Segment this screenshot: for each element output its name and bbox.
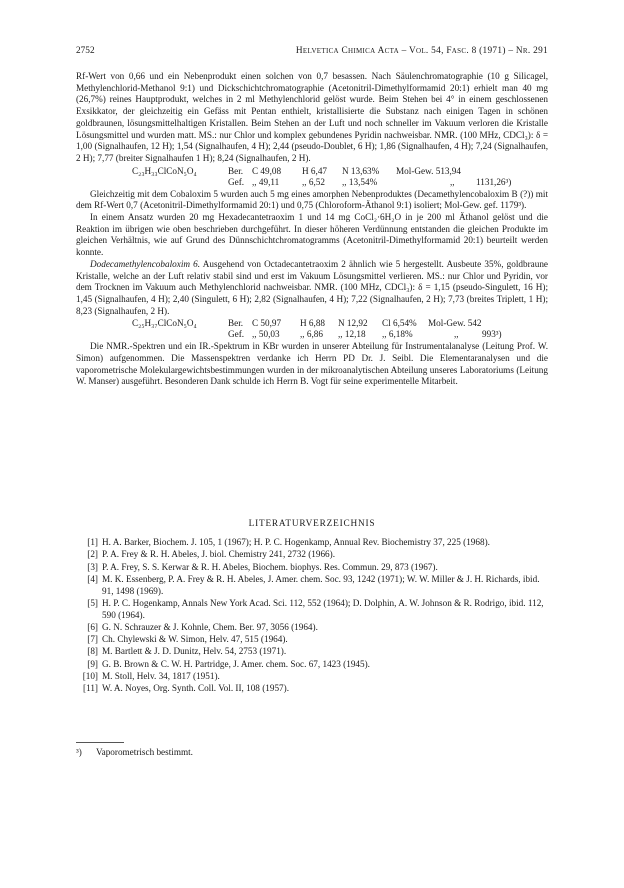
reference-item <box>76 683 548 695</box>
reference-number: [3] <box>87 561 98 572</box>
reference-item <box>76 622 548 634</box>
paragraph: Rf-Wert von 0,66 und ein Nebenprodukt einen solchen von 0,7 besassen. Nach Säulenchromatographie (10 g Silicagel, Methylenchlorid-Methanol 9:1) und Dickschichtchromatographie (Acetonitril-Dimethylformamid 20:1) erhielt man 40 mg (26,7%) reines Hauptprodukt, welches in 2 ml Methylenchlorid gelöst wurde. Beim Stehen bei 4° in einem geschlossenen Exsikkator, der gleichzeitig ein Gefäss mit Pentan enthielt, kristallisierte die Substanz nach einigen Tagen in schönen goldbraunen, lösungsmittelhaltigen Kristallen. Beim Stehen an der Luft und noch schneller im Vakuum verloren die Kristalle Lösungsmittel und wurden matt. MS.: nur Chlor und komplex gebundenes Pyridin nachweisbar. NMR. (100 MHz, CDCl₃): δ = 1,00 (Signalhaufen, 12 H); 1,54 (Signalhaufen, 4 H); 2,44 (pseudo-Doublet, 6 H); 1,86 (Signalhaufen, 4 H); 7,24 (Signalhaufen, 2 H); 7,77 (breiter Signalhaufen 1 H); 8,24 (Signalhaufen, 2 H). <box>76 71 548 163</box>
elemental-analysis-2 <box>76 317 548 341</box>
reference-number: [1] <box>87 537 98 547</box>
analysis-gef-label: Gef. <box>228 329 245 340</box>
analysis-ber-label: Ber. <box>228 318 244 329</box>
analysis-value: N 13,63% <box>342 165 380 176</box>
reference-number: [11] <box>83 683 98 694</box>
acknowledgement-paragraph: Die NMR.-Spektren und ein IR.-Spektrum in KBr wurden in unserer Abteilung für Instrumentalanalyse (Leitung Prof. W. Simon) aufgenommen. Die Massenspektren verdanke ich Herrn PD Dr. J. Seibl. Die Elementaranalysen und die vaporometrische Molekulargewichtsbestimmungen wurden in der mikroanalytischen Abteilung unseres Laboratoriums (Leitung W. Manser) ausgeführt. Besonderen Dank schulde ich Herrn B. Vogt für seine experimentelle Mitarbeit. <box>76 341 548 387</box>
footnote <box>76 747 548 759</box>
analysis-value: ,, 6,86 <box>300 329 323 340</box>
analysis-value: ,, <box>450 176 455 187</box>
article-body <box>76 71 548 388</box>
paragraph <box>76 259 548 318</box>
analysis-value: Mol-Gew. 542 <box>428 318 482 329</box>
analysis-value: 1131,26³) <box>476 176 512 187</box>
analysis-value: ,, 49,11 <box>252 176 280 187</box>
analysis-value: N 12,92 <box>338 318 368 329</box>
analysis-gef-label: Gef. <box>228 176 245 187</box>
page-header <box>76 46 548 58</box>
journal-title: Helvetica Chimica Acta – Vol. 54, Fasc. 8 (1971) – Nr. 291 <box>295 46 548 56</box>
reference-number: [9] <box>87 658 98 669</box>
analysis-value: Cl 6,54% <box>382 318 417 329</box>
reference-text: H. P. C. Hogenkamp, Annals New York Acad. Sci. 112, 552 (1964); D. Dolphin, A. W. Johnson & R. Rodrigo, ibid. 112, 590 (1964). <box>102 597 544 620</box>
reference-text: G. B. Brown & C. W. H. Partridge, J. Amer. chem. Soc. 67, 1423 (1945). <box>102 658 370 669</box>
reference-item <box>76 598 548 621</box>
reference-text: M. K. Essenberg, P. A. Frey & R. H. Abeles, J. Amer. chem. Soc. 93, 1242 (1971); W. W. Miller & J. H. Richards, ibid. 91, 1498 (1969). <box>102 573 540 596</box>
reference-item <box>76 659 548 671</box>
reference-item <box>76 646 548 658</box>
footnote-mark: ³) <box>76 747 82 757</box>
reference-number: [8] <box>87 646 98 657</box>
reference-number: [4] <box>87 573 98 584</box>
analysis-value: Mol-Gew. 513,94 <box>396 165 461 176</box>
footnote-divider <box>76 742 124 743</box>
paragraph-text: Ausgehend von Octadecantetraoxim 2 ähnlich wie 5 hergestellt. Ausbeute 35%, goldbraune Kristalle, welche an der Luft relativ stabil sind und erst im Vakuum Lösungsmittel verlieren. MS.: nur Chlor und Pyridin, vor dem Trocknen im Vakuum auch Methylenchlorid nachweisbar. NMR. (100 MHz, CDCl₃): δ = 1,15 (pseudo-Singulett, 16 H); 1,45 (Signalhaufen, 4 H); 2,40 (Singulett, 6 H); 2,82 (Signalhaufen, 4 H); 7,22 (Signalhaufen, 2 H); 7,73 (breites Triplett, 1 H); 8,23 (Signalhaufen, 2 H). <box>76 258 548 316</box>
analysis-value: C 50,97 <box>252 318 282 329</box>
analysis-value: H 6,88 <box>300 318 326 329</box>
elemental-analysis-1 <box>76 165 548 189</box>
reference-text: P. A. Frey & R. H. Abeles, J. biol. Chemistry 241, 2732 (1966). <box>102 549 336 560</box>
analysis-value: H 6,47 <box>302 165 328 176</box>
footnote-text: Vaporometrisch bestimmt. <box>96 747 193 757</box>
reference-item <box>76 671 548 683</box>
reference-number: [7] <box>87 634 98 645</box>
analysis-value: ,, <box>454 329 459 340</box>
analysis-value: 993³) <box>482 329 502 340</box>
reference-text: G. N. Schrauzer & J. Kohnle, Chem. Ber. 97, 3056 (1964). <box>102 621 318 632</box>
paragraph: In einem Ansatz wurden 20 mg Hexadecantetraoxim 1 und 14 mg CoCl₂·6H₂O in je 200 ml Äthanol gelöst und die Reaktion im übrigen wie oben beschrieben durchgeführt. In dieser höheren Verdünnung entstanden die gleichen Produkte im gleichen Verhältnis, wie auf Grund des Dünnschichtchromatogramms (Acetonitril-Dimethylformamid 20:1) beurteilt werden konnte. <box>76 212 548 258</box>
paragraph: Gleichzeitig mit dem Cobaloxim 5 wurden auch 5 mg eines amorphen Nebenproduktes (Decamethylencobaloxim B (?)) mit dem Rf-Wert 0,7 (Acetonitril-Dimethylformamid 20:1) und 0,75 (Chloroform-Äthanol 9:1) isoliert; Mol-Gew. gef. 1179³). <box>76 188 548 211</box>
analysis-ber-label: Ber. <box>228 165 244 176</box>
reference-item <box>76 574 548 597</box>
analysis-value: ,, 6,18% <box>382 329 413 340</box>
reference-text: H. A. Barker, Biochem. J. 105, 1 (1967); H. P. C. Hogenkamp, Annual Rev. Biochemistry 37, 225 (1968). <box>102 537 490 547</box>
reference-item <box>76 562 548 574</box>
reference-number: [5] <box>87 597 98 608</box>
analysis-value: ,, 6,52 <box>302 176 325 187</box>
analysis-value: ,, 12,18 <box>338 329 366 340</box>
reference-number: [6] <box>87 621 98 632</box>
analysis-value: C 49,08 <box>252 165 282 176</box>
reference-number: [10] <box>82 671 98 682</box>
analysis-formula: C₂₃H₃₃ClCoN₅O₄ <box>132 165 197 176</box>
reference-text: M. Stoll, Helv. 34, 1817 (1951). <box>102 671 220 682</box>
references-heading: LITERATURVERZEICHNIS <box>248 519 376 529</box>
reference-list <box>76 537 548 696</box>
analysis-formula: C₂₅H₃₇ClCoN₅O₄ <box>132 318 197 329</box>
reference-number: [2] <box>87 549 98 560</box>
reference-text: M. Bartlett & J. D. Dunitz, Helv. 54, 2753 (1971). <box>102 646 287 657</box>
section-title: Dodecamethylencobaloxim 6. <box>90 258 201 269</box>
analysis-value: ,, 13,54% <box>342 176 378 187</box>
reference-item <box>76 537 548 549</box>
reference-text: Ch. Chylewski & W. Simon, Helv. 47, 515 (1964). <box>102 634 288 645</box>
reference-text: W. A. Noyes, Org. Synth. Coll. Vol. II, 108 (1957). <box>102 683 289 694</box>
page-number: 2752 <box>76 46 95 56</box>
reference-text: P. A. Frey, S. S. Kerwar & R. H. Abeles, Biochem. biophys. Res. Commun. 29, 873 (1967). <box>102 561 438 572</box>
reference-item <box>76 634 548 646</box>
analysis-value: ,, 50,03 <box>252 329 280 340</box>
reference-item <box>76 549 548 561</box>
